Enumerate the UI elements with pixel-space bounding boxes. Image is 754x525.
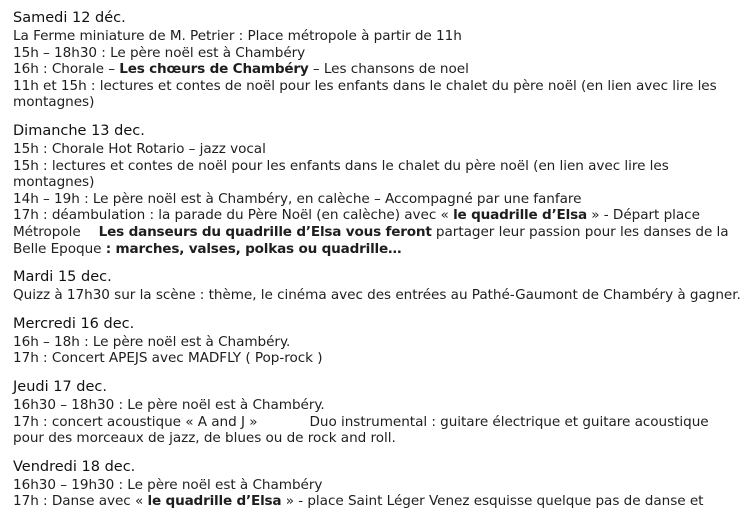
day-title: Samedi 12 déc. [13, 10, 126, 26]
event-text: 17h : Danse avec « [13, 493, 148, 510]
event-line: La Ferme miniature de M. Petrier : Place métropole à partir de 11h [13, 28, 462, 44]
day-samedi [13, 9, 743, 111]
event-line [13, 493, 743, 510]
performer-description: Les danseurs du quadrille d’Elsa vous feront [98, 223, 432, 240]
event-text: » - place Saint Léger Venez esquisse quelque pas de danse et [281, 493, 704, 510]
performer-name: le quadrille d’Elsa [147, 493, 282, 510]
event-line: 16h – 18h : Le père noël est à Chambéry. [13, 333, 291, 350]
event-text: » - Départ place Métropole [13, 207, 700, 240]
day-mercredi [13, 315, 743, 367]
day-title: Mardi 15 dec. [13, 269, 112, 286]
event-text: – Les chansons de noel [308, 61, 469, 78]
event-line [13, 414, 743, 447]
event-line: Quizz à 17h30 sur la scène : thème, le cinéma avec des entrées au Pathé-Gaumont de Chambéry à gagner. [13, 287, 741, 304]
event-line: 17h : Concert APEJS avec MADFLY ( Pop-rock ) [13, 350, 323, 367]
dance-list: : marches, valses, polkas ou quadrille… [105, 240, 402, 257]
event-text: 17h : concert acoustique « A and J » [13, 413, 258, 430]
event-line: 15h : lectures et contes de noël pour les enfants dans le chalet du père noël (en lien avec lire les montagnes) [13, 157, 669, 191]
day-mardi [13, 268, 743, 304]
day-dimanche [13, 122, 743, 257]
event-line: 16h30 – 19h30 : Le père noël est à Chambéry [13, 476, 323, 493]
performer-name: Les chœurs de Chambéry [119, 61, 309, 78]
event-schedule [13, 9, 743, 521]
event-text: Duo instrumental : guitare électrique et guitare acoustique pour des morceaux de jazz, de blues ou de rock and roll. [13, 413, 709, 447]
event-line: 15h : Chorale Hot Rotario – jazz vocal [13, 140, 266, 157]
performer-name: le quadrille d’Elsa [453, 207, 587, 224]
day-title: Vendredi 18 dec. [13, 458, 136, 475]
day-title: Mercredi 16 dec. [13, 315, 135, 332]
event-line: 11h et 15h : lectures et contes de noël pour les enfants dans le chalet du père noël (en lien avec lire les montagnes) [13, 77, 717, 111]
event-line [13, 61, 743, 78]
event-line: 14h – 19h : Le père noël est à Chambéry, en calèche – Accompagné par une fanfare [13, 190, 582, 207]
event-line [13, 207, 743, 257]
event-line: 15h – 18h30 : Le père noël est à Chambéry [13, 44, 306, 61]
event-text: 16h : Chorale – [13, 61, 120, 78]
day-title: Dimanche 13 dec. [13, 122, 145, 139]
day-vendredi [13, 458, 743, 510]
event-text: partager leur passion pour les danses de la Belle Epoque [13, 223, 729, 257]
event-line: 16h30 – 18h30 : Le père noël est à Chambéry. [13, 396, 325, 413]
event-text: 17h : déambulation : la parade du Père Noël (en calèche) avec « [13, 207, 454, 224]
day-jeudi [13, 378, 743, 447]
day-title: Jeudi 17 dec. [13, 378, 107, 395]
